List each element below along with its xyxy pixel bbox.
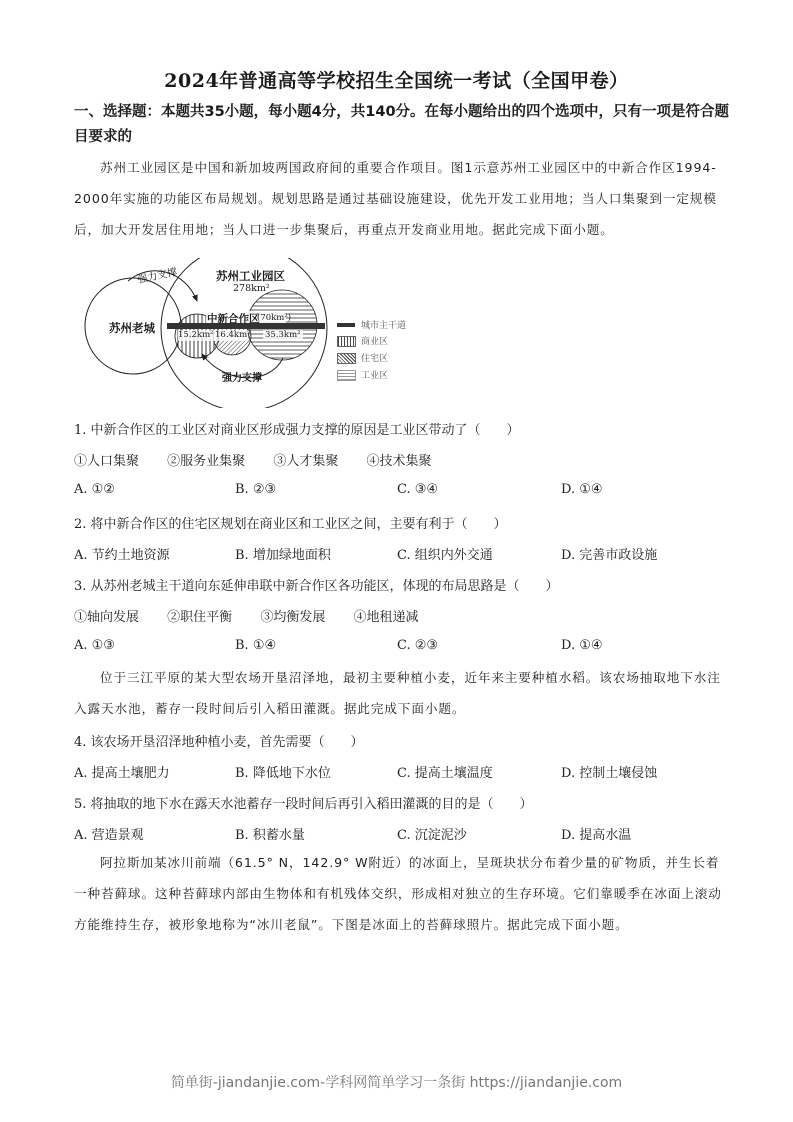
legend-item-road bbox=[337, 318, 447, 334]
industrial-area: 35.3km² bbox=[265, 330, 301, 340]
legend-label: 工业区 bbox=[361, 371, 389, 381]
statement: ②服务业集聚 bbox=[167, 454, 246, 469]
question-1-options bbox=[74, 482, 734, 502]
question-2-stem: 2. 将中新合作区的住宅区规划在商业区和工业区之间，主要有利于（ ） bbox=[74, 517, 507, 532]
support-label-top: 强力支撑 bbox=[136, 266, 179, 286]
question-3-stem: 3. 从苏州老城主干道向东延伸串联中新合作区各功能区，体现的布局思路是（ ） bbox=[74, 579, 559, 594]
residential-area: 16.4km² bbox=[215, 330, 251, 340]
option-d[interactable]: D. 提高水温 bbox=[561, 828, 632, 843]
commercial-area: 15.2km² bbox=[178, 330, 214, 340]
zone-label: 中新合作区 bbox=[207, 313, 260, 325]
legend-label: 城市主干道 bbox=[361, 321, 407, 331]
question-5-stem: 5. 将抽取的地下水在露天水池蓄存一段时间后再引入稻田灌溉的目的是（ ） bbox=[74, 797, 533, 812]
support-label-bottom: 强力支撑 bbox=[222, 373, 262, 384]
legend-label: 商业区 bbox=[361, 337, 389, 347]
exam-title: 2024年普通高等学校招生全国统一考试（全国甲卷） bbox=[164, 70, 629, 92]
statement: ④技术集聚 bbox=[366, 454, 432, 469]
option-b[interactable]: B. 积蓄水量 bbox=[235, 828, 305, 843]
statement: ①人口集聚 bbox=[74, 454, 140, 469]
option-a[interactable]: A. ①③ bbox=[74, 638, 115, 653]
legend-swatch-residential bbox=[337, 353, 356, 364]
figure-1-layout-diagram bbox=[80, 258, 450, 408]
option-d[interactable]: D. ①④ bbox=[561, 482, 603, 497]
option-d[interactable]: D. 控制土壤侵蚀 bbox=[561, 766, 658, 781]
question-4-options bbox=[74, 762, 734, 782]
option-b[interactable]: B. ①④ bbox=[235, 638, 277, 653]
question-2-options bbox=[74, 544, 734, 564]
footer-watermark: 简单街-jiandanjie.com-学科网简单学习一条街 https://jiandanjie.com bbox=[170, 1075, 623, 1091]
question-4-stem: 4. 该农场开垦沼泽地种植小麦，首先需要（ ） bbox=[74, 735, 364, 750]
option-a[interactable]: A. 提高土壤肥力 bbox=[74, 766, 170, 781]
legend-item-residential bbox=[337, 351, 447, 368]
legend-swatch-commercial bbox=[337, 336, 356, 347]
option-c[interactable]: C. ③④ bbox=[397, 482, 439, 497]
legend-item-industrial bbox=[337, 368, 447, 385]
legend-swatch-road bbox=[337, 323, 355, 327]
question-3-statements bbox=[74, 606, 442, 626]
option-d[interactable]: D. ①④ bbox=[561, 638, 603, 653]
option-a[interactable]: A. 节约土地资源 bbox=[74, 548, 170, 563]
question-1-stem: 1. 中新合作区的工业区对商业区形成强力支撑的原因是工业区带动了（ ） bbox=[74, 423, 520, 438]
option-a[interactable]: A. 营造景观 bbox=[74, 828, 144, 843]
zone-area: (70km²) bbox=[257, 313, 292, 323]
passage-2: 位于三江平原的某大型农场开垦沼泽地，最初主要种植小麦，近年来主要种植水稻。该农场抽取地下水注入露天水池，蓄存一段时间后引入稻田灌溉。据此完成下面小题。 bbox=[74, 670, 721, 716]
passage-1: 苏州工业园区是中国和新加坡两国政府间的重要合作项目。图1示意苏州工业园区中的中新合作区1994-2000年实施的功能区布局规划。规划思路是通过基础设施建设，优先开发工业用地；当人口集聚到一定规模后，加大开发居住用地；当人口进一步集聚后，再重点开发商业用地。据此完成下面小题。 bbox=[74, 160, 717, 237]
option-c[interactable]: C. ②③ bbox=[397, 638, 439, 653]
passage-3: 阿拉斯加某冰川前端（61.5° N，142.9° W附近）的冰面上，呈斑块状分布着少量的矿物质，并生长着一种苔藓球。这种苔藓球内部由生物体和有机残体交织，形成相对独立的生存环境。它们靠暖季在冰面上滚动方能维持生存，被形象地称为“冰川老鼠”。下图是冰面上的苔藓球照片。据此完成下面小题。 bbox=[74, 855, 722, 932]
legend-item-commercial bbox=[337, 334, 447, 351]
park-area: 278km² bbox=[233, 283, 270, 294]
option-c[interactable]: C. 组织内外交通 bbox=[397, 548, 493, 563]
option-a[interactable]: A. ①② bbox=[74, 482, 115, 497]
old-city-label: 苏州老城 bbox=[109, 321, 155, 335]
option-d[interactable]: D. 完善市政设施 bbox=[561, 548, 658, 563]
option-b[interactable]: B. ②③ bbox=[235, 482, 277, 497]
statement: ①轴向发展 bbox=[74, 610, 140, 625]
legend-label: 住宅区 bbox=[361, 354, 389, 364]
option-b[interactable]: B. 降低地下水位 bbox=[235, 766, 331, 781]
option-c[interactable]: C. 提高土壤温度 bbox=[397, 766, 493, 781]
statement: ②职住平衡 bbox=[167, 610, 233, 625]
statement: ③均衡发展 bbox=[260, 610, 326, 625]
question-3-options bbox=[74, 638, 734, 658]
section-header: 一、选择题：本题共35小题，每小题4分，共140分。在每小题给出的四个选项中，只有一项是符合题目要求的 bbox=[74, 104, 730, 145]
legend-swatch-industrial bbox=[337, 370, 356, 381]
statement: ③人才集聚 bbox=[273, 454, 339, 469]
question-1-statements bbox=[74, 450, 455, 470]
option-c[interactable]: C. 沉淀泥沙 bbox=[397, 828, 467, 843]
legend bbox=[337, 318, 447, 385]
statement: ④地租递减 bbox=[353, 610, 419, 625]
park-label: 苏州工业园区 bbox=[216, 269, 285, 283]
option-b[interactable]: B. 增加绿地面积 bbox=[235, 548, 331, 563]
question-5-options bbox=[74, 824, 734, 844]
